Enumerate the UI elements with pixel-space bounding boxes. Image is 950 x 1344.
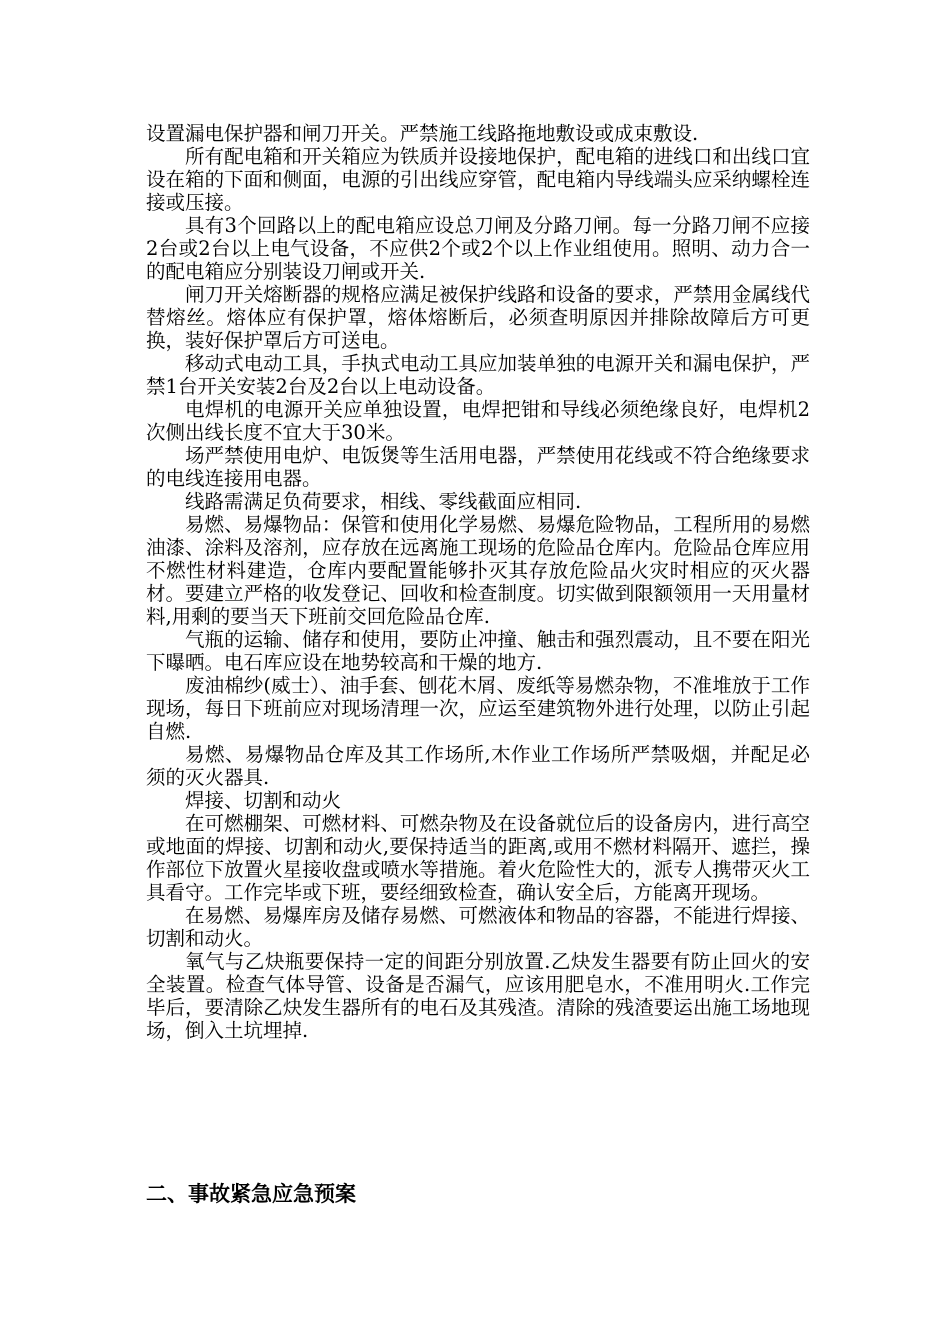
paragraph-power-tools: 移动式电动工具，手执式电动工具应加装单独的电源开关和漏电保护，严禁1台开关安装2台及2台以上电动设备。 <box>146 352 810 398</box>
paragraph-household-appliances: 场严禁使用电炉、电饭煲等生活用电器，严禁使用花线或不符合绝缘要求的电线连接用电器。 <box>146 444 810 490</box>
paragraph-welding-subtitle: 焊接、切割和动火 <box>185 789 342 812</box>
section-heading: 二、事故紧急应急预案 <box>146 1182 356 1206</box>
paragraph-fuse-requirements: 闸刀开关熔断器的规格应满足被保护线路和设备的要求，严禁用金属线代替熔丝。熔体应有保护罩，熔体熔断后，必须查明原因并排除故障后方可更换，装好保护罩后方可送电。 <box>146 283 810 352</box>
paragraph-storage-prohibition: 在易燃、易爆库房及储存易燃、可燃液体和物品的容器，不能进行焊接、切割和动火。 <box>146 904 810 950</box>
paragraph-oxygen-acetylene: 氧气与乙炔瓶要保持一定的间距分别放置.乙炔发生器要有防止回火的安全装置。检查气体导管、设备是否漏气，应该用肥皂水，不准用明火.工作完毕后，要清除乙炔发生器所有的电石及其残渣。清除的残渣要运出施工场地现场，倒入土坑埋掉. <box>146 950 810 1042</box>
paragraph-line-load: 线路需满足负荷要求，相线、零线截面应相同. <box>185 490 582 513</box>
paragraph-gas-cylinders: 气瓶的运输、储存和使用，要防止冲撞、触击和强烈震动，且不要在阳光下曝晒。电石库应设在地势较高和干燥的地方. <box>146 628 810 674</box>
paragraph-flammable-materials: 易燃、易爆物品：保管和使用化学易燃、易爆危险物品，工程所用的易燃油漆、涂料及溶剂，应存放在远离施工现场的危险品仓库内。危险品仓库应用不燃性材料建造，仓库内要配置能够扑灭其存放危险品火灾时相应的灭火器材。要建立严格的收发登记、回收和检查制度。切实做到限额领用一天用量材料,用剩的要当天下班前交回危险品仓库. <box>146 513 810 628</box>
paragraph-distribution-box: 所有配电箱和开关箱应为铁质并设接地保护，配电箱的进线口和出线口宜设在箱的下面和侧面，电源的引出线应穿管，配电箱内导线端头应采纳螺栓连接或压接。 <box>146 145 810 214</box>
paragraph-circuit-switches: 具有3个回路以上的配电箱应设总刀闸及分路刀闸。每一分路刀闸不应接2台或2台以上电气设备，不应供2个或2个以上作业组使用。照明、动力合一的配电箱应分别装设刀闸或开关. <box>146 214 810 283</box>
paragraph-welding-machine: 电焊机的电源开关应单独设置，电焊把钳和导线必须绝缘良好，电焊机2次侧出线长度不宜大于30米。 <box>146 398 810 444</box>
paragraph-hot-work: 在可燃棚架、可燃材料、可燃杂物及在设备就位后的设备房内，进行高空或地面的焊接、切割和动火,要保持适当的距离,或用不燃材料隔开、遮拦，操作部位下放置火星接收盘或喷水等措施。着火危险性大的，派专人携带灭火工具看守。工作完毕或下班，要经细致检查，确认安全后，方能离开现场。 <box>146 812 810 904</box>
paragraph-no-smoking: 易燃、易爆物品仓库及其工作场所,木作业工作场所严禁吸烟，并配足必须的灭火器具. <box>146 743 810 789</box>
paragraph-waste-debris: 废油棉纱(威士）、油手套、刨花木屑、废纸等易燃杂物，不准堆放于工作现场，每日下班前应对现场清理一次，应运至建筑物外进行处理，以防止引起自燃. <box>146 674 810 743</box>
paragraph-leakage-protection: 设置漏电保护器和闸刀开关。严禁施工线路拖地敷设或成束敷设. <box>146 122 699 145</box>
document-body <box>146 122 810 1042</box>
